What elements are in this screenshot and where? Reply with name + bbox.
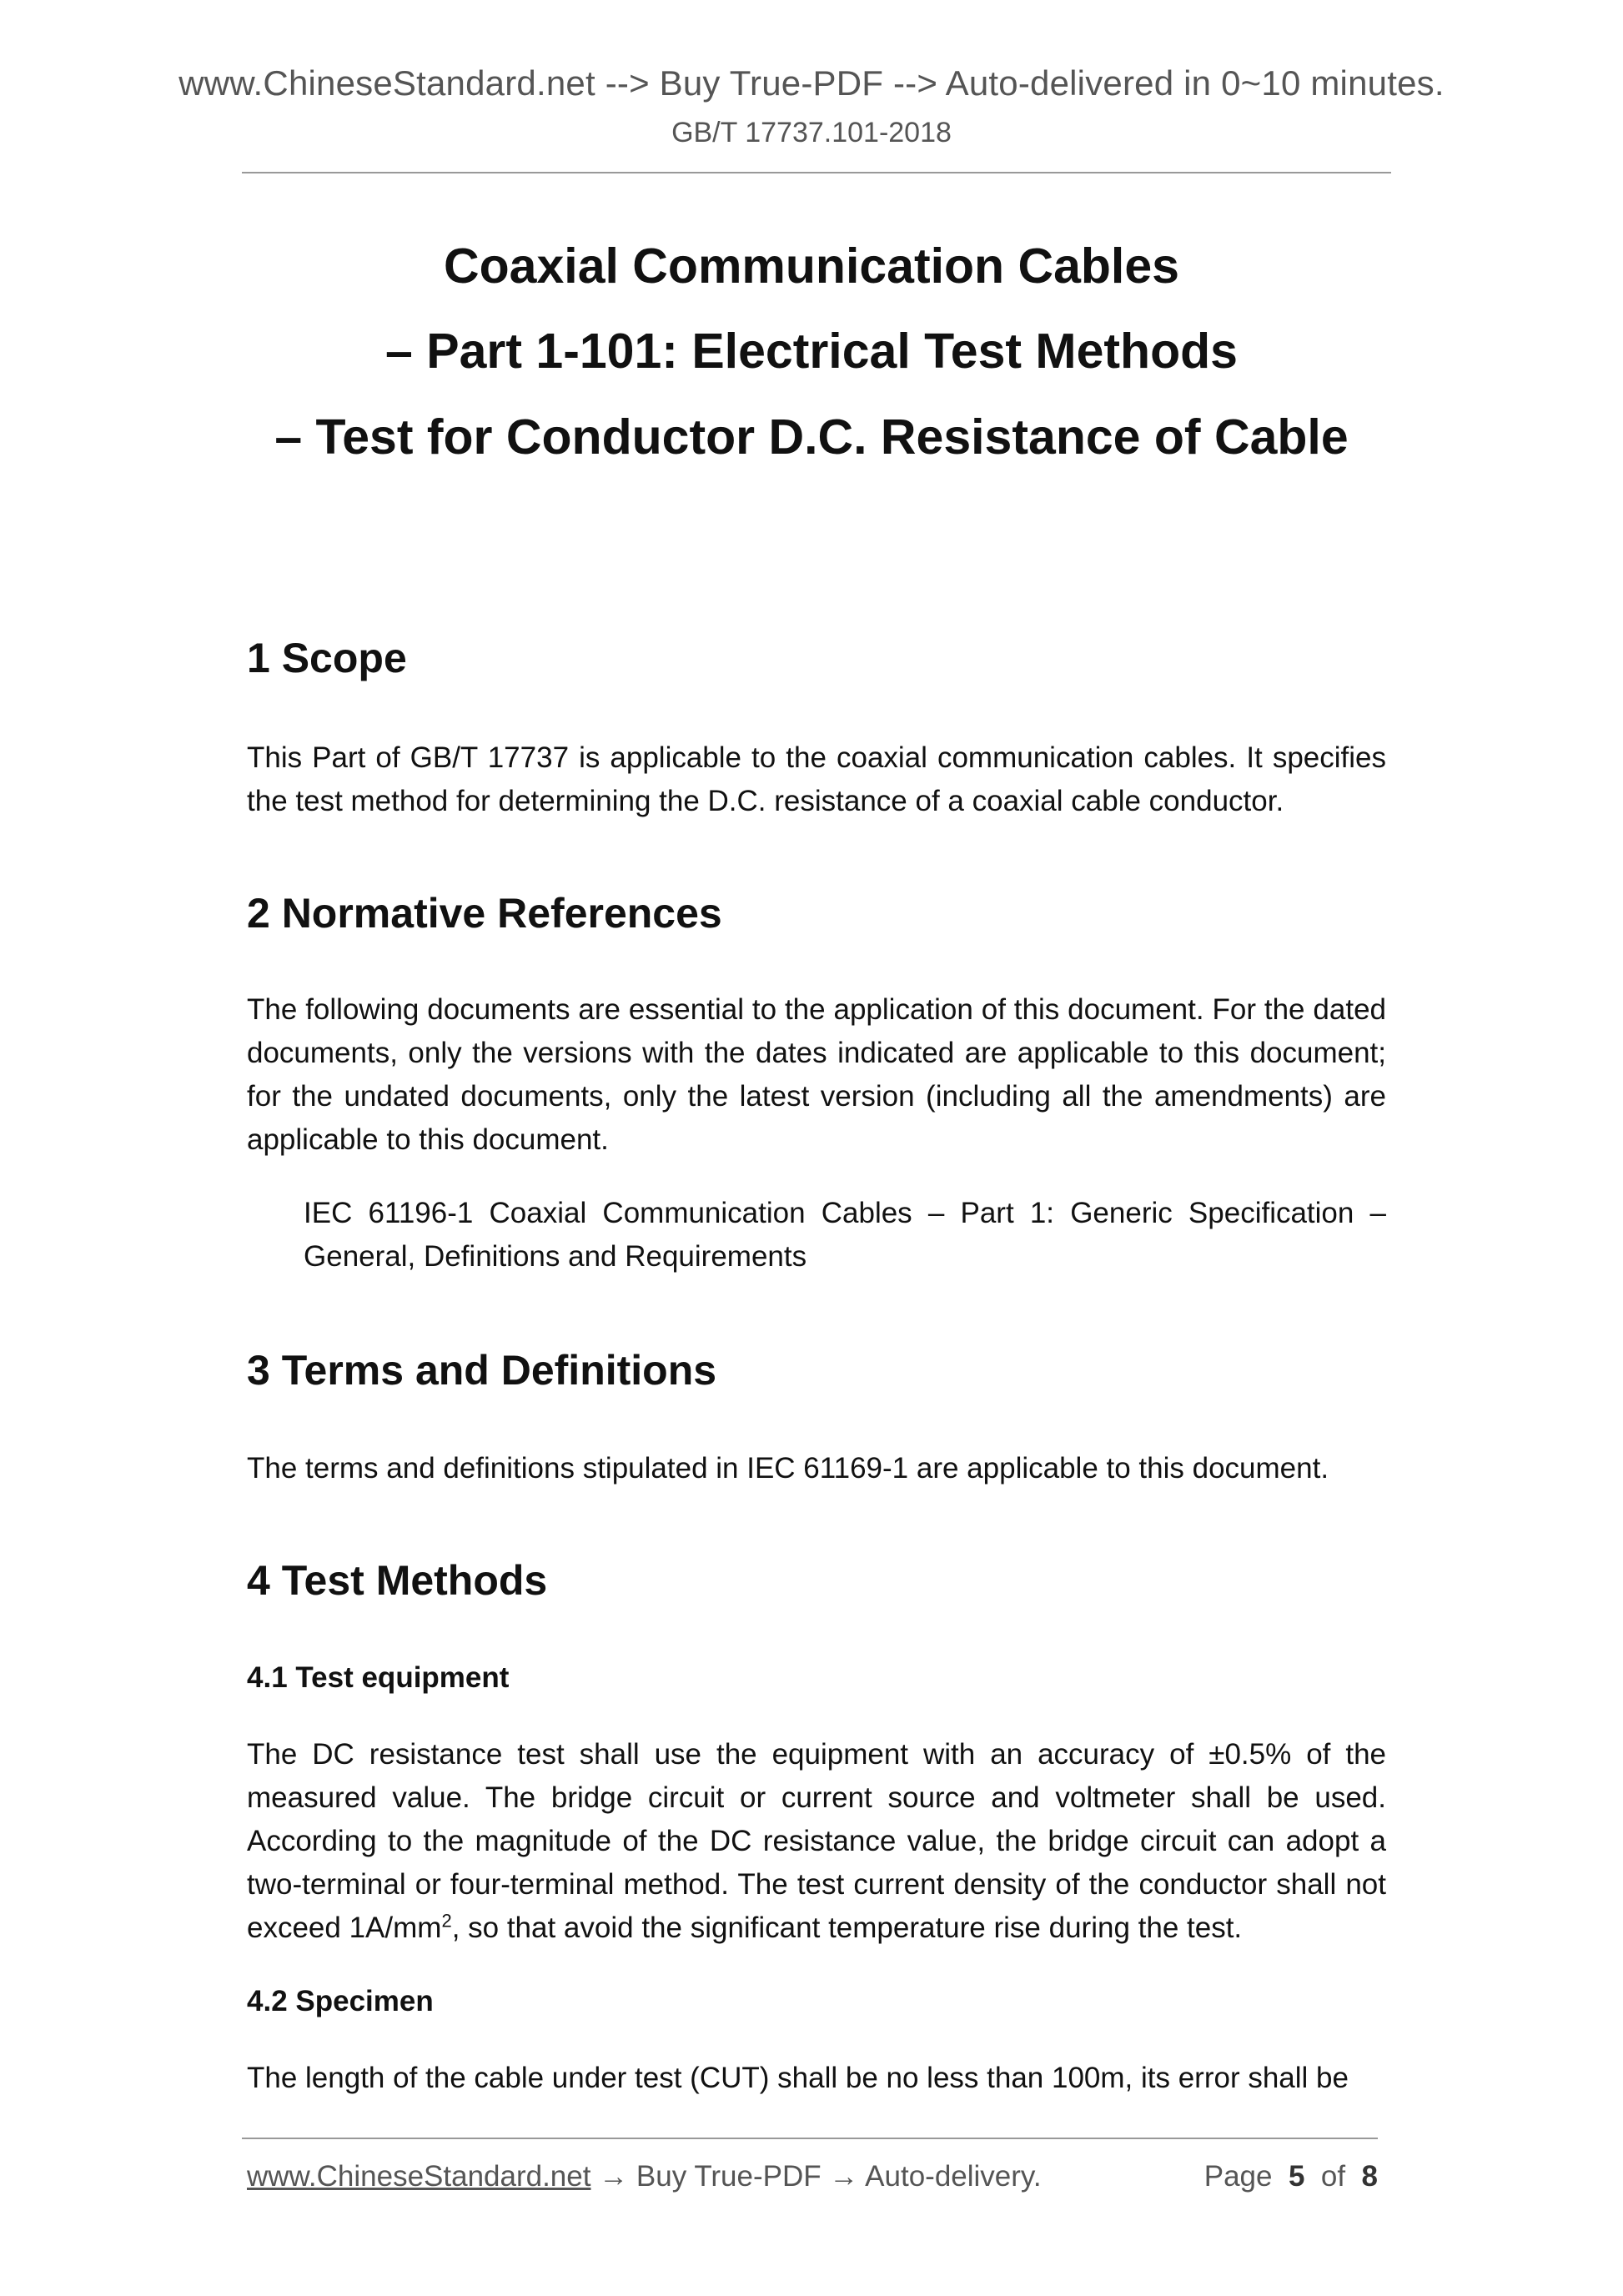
paragraph-scope: This Part of GB/T 17737 is applicable to the coaxial communication cables. It specifies the test method for determining the D.C. resistance of a coaxial cable conductor. bbox=[247, 741, 1386, 817]
header-banner: www.ChineseStandard.net --> Buy True-PDF --> Auto-delivered in 0~10 minutes. bbox=[178, 63, 1445, 103]
page-label: Page bbox=[1203, 2160, 1273, 2193]
header-divider bbox=[242, 172, 1391, 173]
title-line-2: – Part 1-101: Electrical Test Methods bbox=[385, 324, 1238, 379]
title-line-1: Coaxial Communication Cables bbox=[444, 239, 1179, 294]
page-total: 8 bbox=[1361, 2160, 1378, 2193]
paragraph-test-equipment bbox=[247, 1733, 1386, 1950]
page-indicator bbox=[1204, 2160, 1378, 2193]
paragraph-specimen: The length of the cable under test (CUT) shall be no less than 100m, its error shall be bbox=[247, 2062, 1349, 2094]
page-of: of bbox=[1320, 2160, 1346, 2193]
footer-divider bbox=[242, 2138, 1378, 2139]
footer-site-link[interactable]: www.ChineseStandard.net bbox=[247, 2160, 591, 2193]
heading-normative-references: 2 Normative References bbox=[247, 890, 722, 937]
reference-item: IEC 61196-1 Coaxial Communication Cables – Part 1: Generic Specification – General, Definitions and Requirements bbox=[304, 1197, 1386, 1273]
paragraph-terms-definitions: The terms and definitions stipulated in IEC 61169-1 are applicable to this document. bbox=[247, 1452, 1329, 1485]
equipment-text: The DC resistance test shall use the equipment with an accuracy of ±0.5% of the measured value. The bridge circuit or current source and voltmeter shall be used. According to the magnitude of the DC resistance value, the bridge circuit can adopt a two-terminal or four-terminal method. The test current density of the conductor shall not exceed 1A/mm bbox=[247, 1738, 1386, 1944]
heading-test-equipment: 4.1 Test equipment bbox=[247, 1661, 510, 1694]
paragraph-normative-references: The following documents are essential to the application of this document. For the dated documents, only the versions with the dates indicated are applicable to this document; for the undated documents, only the latest version (including all the amendments) are applicable to this document. bbox=[247, 993, 1386, 1156]
document-code: GB/T 17737.101-2018 bbox=[671, 117, 952, 148]
footer-nav-text: → Buy True-PDF → Auto-delivery. bbox=[590, 2160, 1042, 2193]
heading-terms-definitions: 3 Terms and Definitions bbox=[247, 1347, 717, 1394]
page-footer bbox=[247, 2160, 1378, 2200]
footer-promo bbox=[247, 2160, 1042, 2193]
equipment-text-tail: , so that avoid the significant temperature rise during the test. bbox=[451, 1912, 1243, 1944]
heading-scope: 1 Scope bbox=[247, 635, 407, 681]
title-line-3: – Test for Conductor D.C. Resistance of Cable bbox=[274, 409, 1349, 465]
page-current: 5 bbox=[1288, 2160, 1305, 2193]
heading-specimen: 4.2 Specimen bbox=[247, 1985, 434, 2017]
heading-test-methods: 4 Test Methods bbox=[247, 1557, 548, 1604]
superscript-exponent: 2 bbox=[441, 1910, 452, 1932]
